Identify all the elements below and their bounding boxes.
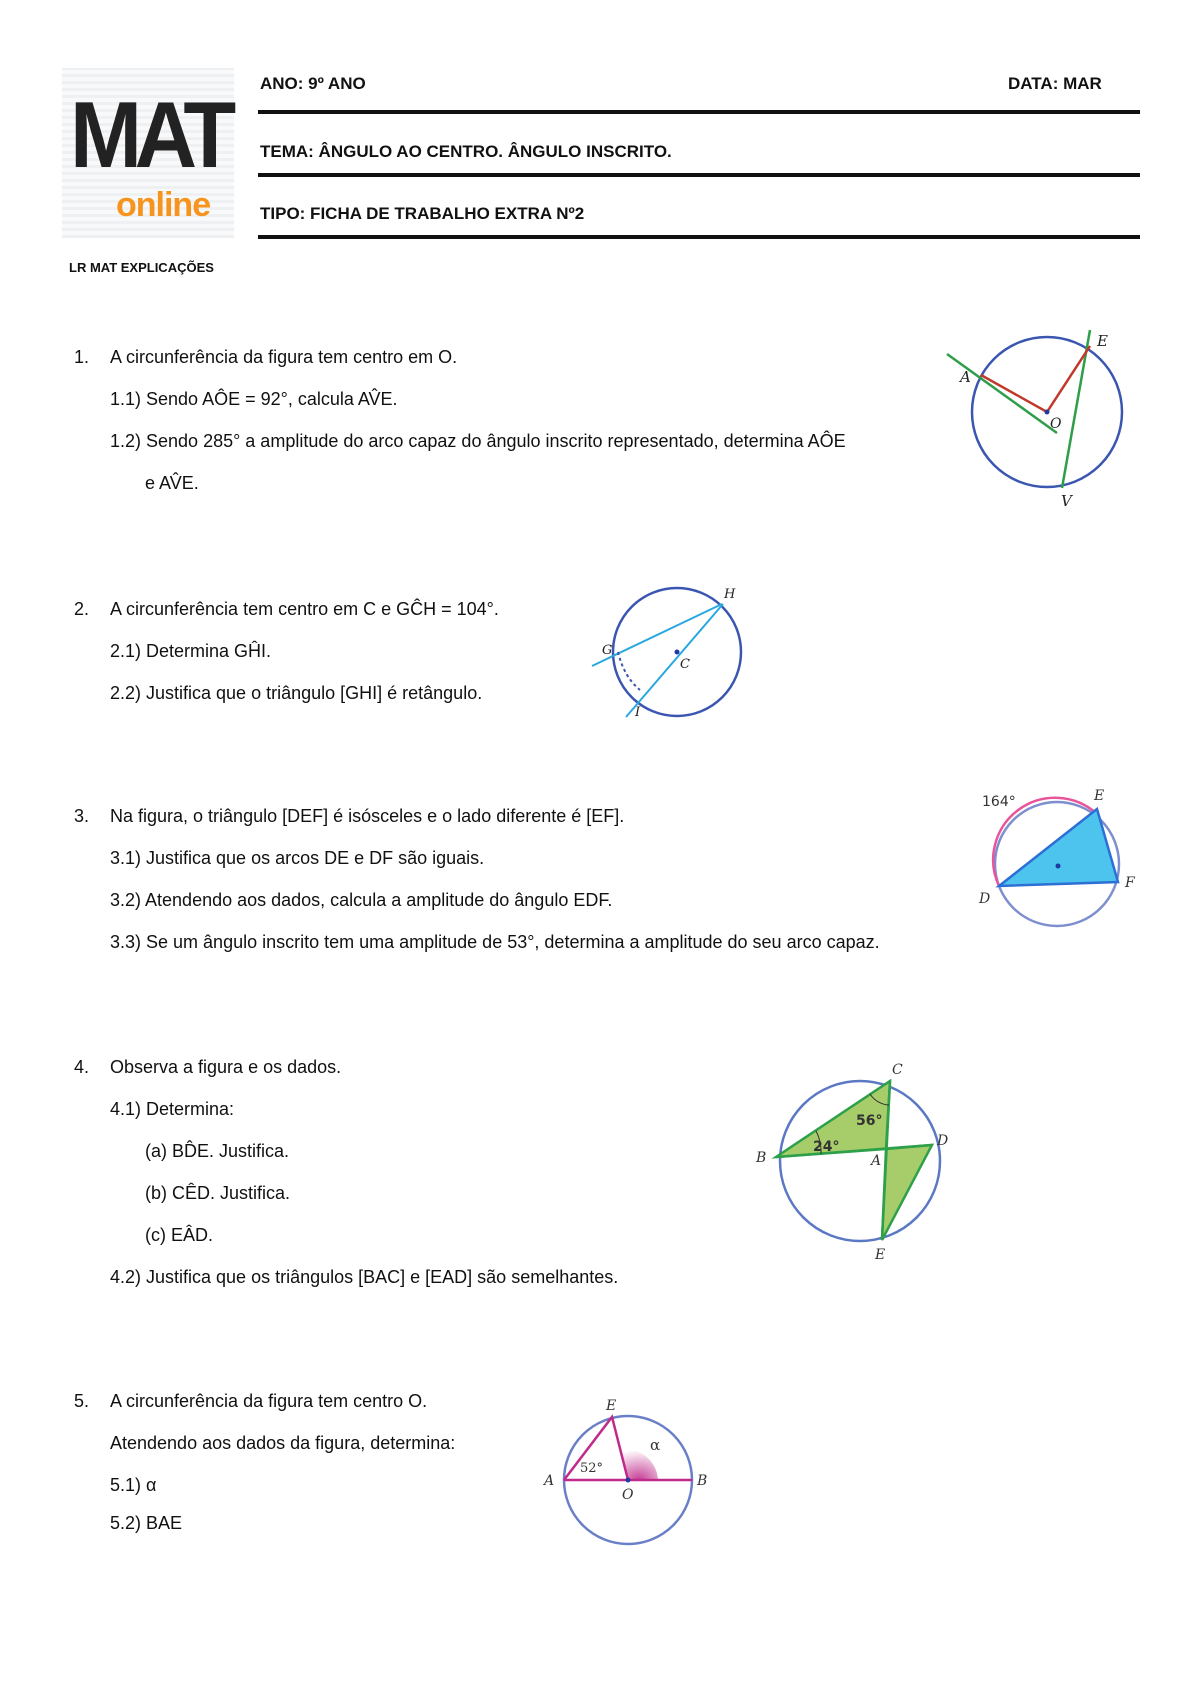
label-e: E: [1097, 332, 1108, 350]
question-item: 2.2) Justifica que o triângulo [GHI] é retângulo.: [110, 683, 483, 703]
figure-q1: [945, 320, 1145, 515]
chord-av: [947, 354, 1057, 433]
logo: [62, 68, 234, 238]
header-tipo: TIPO: FICHA DE TRABALHO EXTRA Nº2: [260, 204, 585, 223]
label-c: C: [892, 1062, 903, 1078]
question-item: 5.2) BAE: [110, 1513, 183, 1533]
question-item: 3.3) Se um ângulo inscrito tem uma amplitude de 53°, determina a amplitude do seu arco capaz.: [110, 932, 880, 952]
label-angle-52: 52°: [580, 1461, 604, 1476]
header-divider: [258, 110, 1140, 114]
question-number: 4.: [74, 1057, 90, 1077]
line-hi: [626, 604, 723, 717]
question-number: 2.: [74, 599, 90, 619]
label-e: E: [1094, 788, 1105, 804]
label-i: I: [635, 705, 641, 720]
label-b: B: [697, 1473, 708, 1489]
question-number: 1.: [74, 347, 90, 367]
label-a: A: [544, 1473, 555, 1489]
figure-q5: [540, 1388, 720, 1553]
label-d: D: [937, 1133, 949, 1149]
header-ano: ANO: 9º ANO: [260, 74, 366, 93]
center-point: [675, 650, 680, 655]
figure-q3: [975, 784, 1155, 934]
question-number: 3.: [74, 806, 90, 826]
center-point: [626, 1478, 631, 1483]
triangle-def: [999, 809, 1118, 886]
label-e: E: [606, 1398, 617, 1414]
label-d: D: [979, 891, 991, 907]
question-subitem: (b) CÊD. Justifica.: [145, 1183, 291, 1203]
label-f: F: [1125, 875, 1135, 891]
question-subitem: (c) EÂD.: [145, 1225, 214, 1245]
label-h: H: [724, 587, 736, 602]
label-e: E: [875, 1247, 886, 1262]
question-item: e AV̂E.: [145, 473, 199, 493]
question-item: 1.1) Sendo AÔE = 92°, calcula AV̂E.: [110, 389, 398, 409]
figure-q2: [588, 582, 748, 722]
label-arc: 164°: [982, 794, 1016, 810]
label-o: O: [1050, 416, 1062, 432]
label-a: A: [960, 368, 971, 386]
question-number: 5.: [74, 1391, 90, 1411]
label-o: O: [622, 1487, 634, 1503]
label-b: B: [756, 1150, 767, 1166]
center-point: [1056, 864, 1061, 869]
label-c: C: [680, 657, 690, 672]
question-stem: A circunferência tem centro em C e GĈH = 104°.: [110, 599, 499, 619]
label-angle-56: 56°: [856, 1113, 883, 1129]
header-divider: [258, 173, 1140, 177]
header-tema: TEMA: ÂNGULO AO CENTRO. ÂNGULO INSCRITO.: [260, 142, 672, 161]
label-angle-24: 24°: [813, 1139, 840, 1155]
header-data: DATA: MAR: [1008, 74, 1102, 93]
label-v: V: [1061, 492, 1072, 510]
question-item: 1.2) Sendo 285° a amplitude do arco capaz do ângulo inscrito representado, determina AÔE: [110, 431, 846, 451]
question-stem: Na figura, o triângulo [DEF] é isósceles e o lado diferente é [EF].: [110, 806, 625, 826]
question-item: 3.1) Justifica que os arcos DE e DF são iguais.: [110, 848, 485, 868]
question-stem: A circunferência da figura tem centro em O.: [110, 347, 458, 367]
label-a: A: [871, 1153, 882, 1169]
question-item: 3.2) Atendendo aos dados, calcula a amplitude do ângulo EDF.: [110, 890, 613, 910]
logo-accent-text: online: [116, 186, 211, 224]
logo-caption: LR MAT EXPLICAÇÕES: [69, 260, 214, 275]
question-stem: Observa a figura e os dados.: [110, 1057, 342, 1077]
center-point: [1045, 410, 1050, 415]
question-item: 5.1) α: [110, 1475, 157, 1495]
question-item: Atendendo aos dados da figura, determina:: [110, 1433, 456, 1453]
label-alpha: α: [650, 1436, 661, 1454]
logo-main-text: MAT: [70, 82, 229, 187]
question-subitem: (a) BD̂E. Justifica.: [145, 1141, 290, 1161]
question-item: 4.2) Justifica que os triângulos [BAC] e [EAD] são semelhantes.: [110, 1267, 619, 1287]
question-item: 4.1) Determina:: [110, 1099, 235, 1119]
figure-q4: [752, 1062, 962, 1262]
question-item: 2.1) Determina GĤI.: [110, 641, 272, 661]
header-divider: [258, 235, 1140, 239]
label-g: G: [602, 643, 613, 658]
question-stem: A circunferência da figura tem centro O.: [110, 1391, 428, 1411]
